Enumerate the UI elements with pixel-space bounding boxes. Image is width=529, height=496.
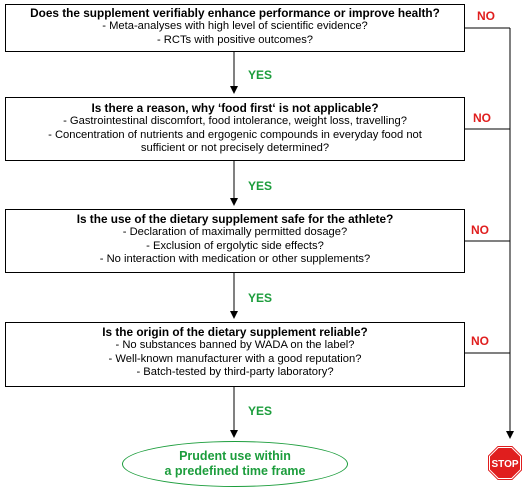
question-1: Does the supplement verifiably enhance performance or improve health? <box>30 6 440 20</box>
question-2: Is there a reason, why ‘food first‘ is not applicable? <box>91 101 379 115</box>
criterion: - RCTs with positive outcomes? <box>156 33 314 46</box>
no-label-2: NO <box>473 111 491 125</box>
no-label-1: NO <box>477 9 495 23</box>
yes-label-4: YES <box>248 404 273 418</box>
outcome-line-1: Prudent use within <box>179 449 291 463</box>
yes-label-2: YES <box>248 179 273 193</box>
decision-box-2 <box>5 97 465 161</box>
outcome-line-2: a predefined time frame <box>164 464 306 478</box>
decision-box-1 <box>5 4 465 52</box>
outcome-ellipse <box>122 441 348 487</box>
criterion: - Meta-analyses with high level of scientific evidence? <box>102 20 368 33</box>
criterion: sufficient or not precisely determined? <box>140 142 330 155</box>
criterion: - Gastrointestinal discomfort, food intolerance, weight loss, travelling? <box>63 115 407 128</box>
yes-label-3: YES <box>248 291 273 305</box>
criterion: - No interaction with medication or other supplements? <box>99 253 371 266</box>
criterion: - No substances banned by WADA on the label? <box>115 339 355 352</box>
criterion: - Concentration of nutrients and ergogenic compounds in everyday food not <box>48 128 422 141</box>
decision-box-4 <box>5 322 465 387</box>
question-3: Is the use of the dietary supplement safe for the athlete? <box>76 212 394 226</box>
stop-sign-icon <box>487 445 523 481</box>
criterion: - Exclusion of ergolytic side effects? <box>146 239 324 252</box>
no-label-4: NO <box>471 334 489 348</box>
stop-text: STOP <box>491 459 519 470</box>
criterion: - Declaration of maximally permitted dosage? <box>122 226 348 239</box>
criterion: - Well-known manufacturer with a good reputation? <box>108 352 362 365</box>
criterion: - Batch-tested by third-party laboratory? <box>136 366 334 379</box>
decision-box-3 <box>5 209 465 273</box>
no-label-3: NO <box>471 223 489 237</box>
question-4: Is the origin of the dietary supplement reliable? <box>102 325 368 339</box>
yes-label-1: YES <box>248 68 273 82</box>
